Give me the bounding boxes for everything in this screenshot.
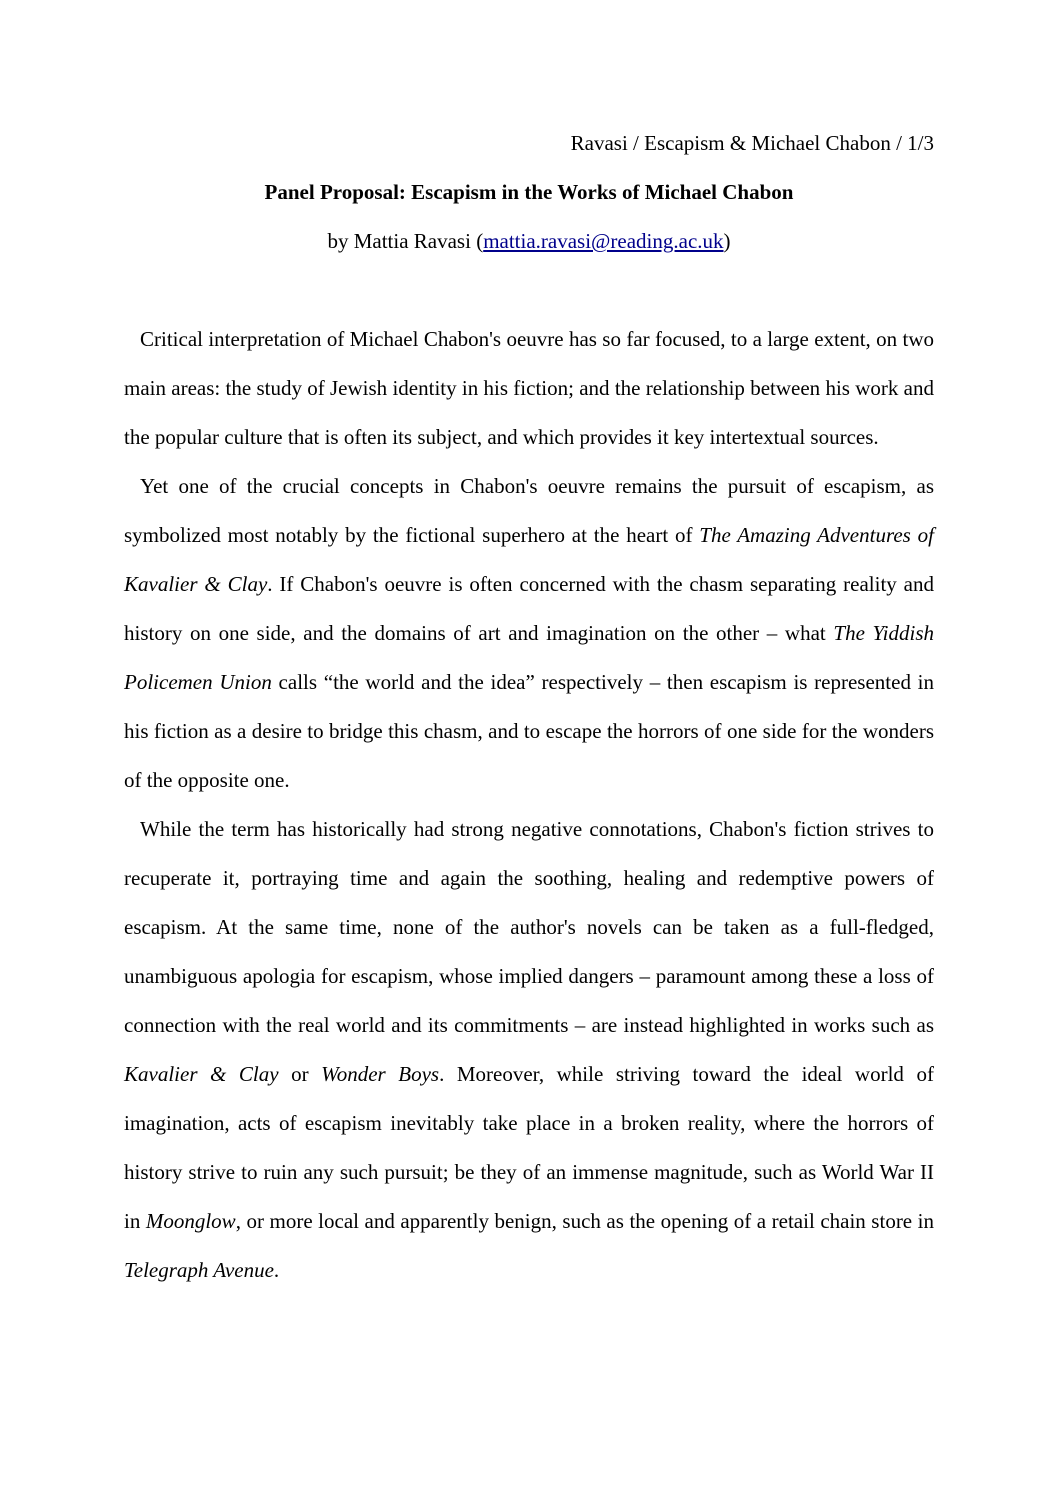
email-link[interactable]: mattia.ravasi@reading.ac.uk	[483, 229, 724, 253]
text-run: calls “the world and the idea” respectively – then escapism is represented in his fiction as a desire to bridge this chasm, and to escape the horrors of one side for the wonders of the opposite one.	[124, 670, 934, 792]
paragraph-escapism-concept	[124, 462, 934, 805]
running-header: Ravasi / Escapism & Michael Chabon / 1/3	[570, 131, 934, 155]
text-run: Yet one of the crucial concepts in Chabon's oeuvre remains the pursuit of escapism, as symbolized most notably by the fictional superhero at the heart of	[124, 474, 934, 547]
text-run: While the term has historically had strong negative connotations, Chabon's fiction strives to recuperate it, portraying time and again the soothing, healing and redemptive powers of escapism. At the same time, none of the author's novels can be taken as a full-fledged, unambiguous apologia for escapism, whose implied dangers – paramount among these a loss of connection with the real world and its commitments – are instead highlighted in works such as	[124, 817, 934, 1037]
text-run: .	[273, 1258, 280, 1282]
italic-title-run: The Yiddish Policemen Union	[124, 621, 934, 694]
italic-title-run: Kavalier & Clay	[124, 1062, 279, 1086]
byline-suffix: )	[723, 229, 731, 253]
byline	[124, 217, 934, 266]
italic-title-run: Telegraph Avenue	[124, 1258, 274, 1282]
italic-title-run: Moonglow	[145, 1209, 236, 1233]
italic-title-run: The Amazing Adventures of Kavalier & Clay	[124, 523, 934, 596]
text-run: , or more local and apparently benign, such as the opening of a retail chain store in	[235, 1209, 934, 1233]
text-run: or	[278, 1062, 322, 1086]
text-run: . Moreover, while striving toward the ideal world of imagination, acts of escapism inevitably take place in a broken reality, where the horrors of history strive to ruin any such pursuit; be they of an immense magnitude, such as World War II in	[124, 1062, 934, 1233]
paragraph-critical-interpretation	[124, 315, 934, 462]
italic-title-run: Wonder Boys	[321, 1062, 440, 1086]
text-run: . If Chabon's oeuvre is often concerned with the chasm separating reality and history on one side, and the domains of art and imagination on the other – what	[124, 572, 934, 645]
paragraph-negative-connotations	[124, 805, 934, 1295]
blank-line-spacer	[124, 266, 934, 315]
byline-prefix: by Mattia Ravasi (	[327, 229, 484, 253]
text-run: Critical interpretation of Michael Chabon's oeuvre has so far focused, to a large extent, on two main areas: the study of Jewish identity in his fiction; and the relationship between his work and the popular culture that is often its subject, and which provides it key intertextual sources.	[124, 327, 934, 449]
page-title: Panel Proposal: Escapism in the Works of Michael Chabon	[264, 180, 794, 204]
